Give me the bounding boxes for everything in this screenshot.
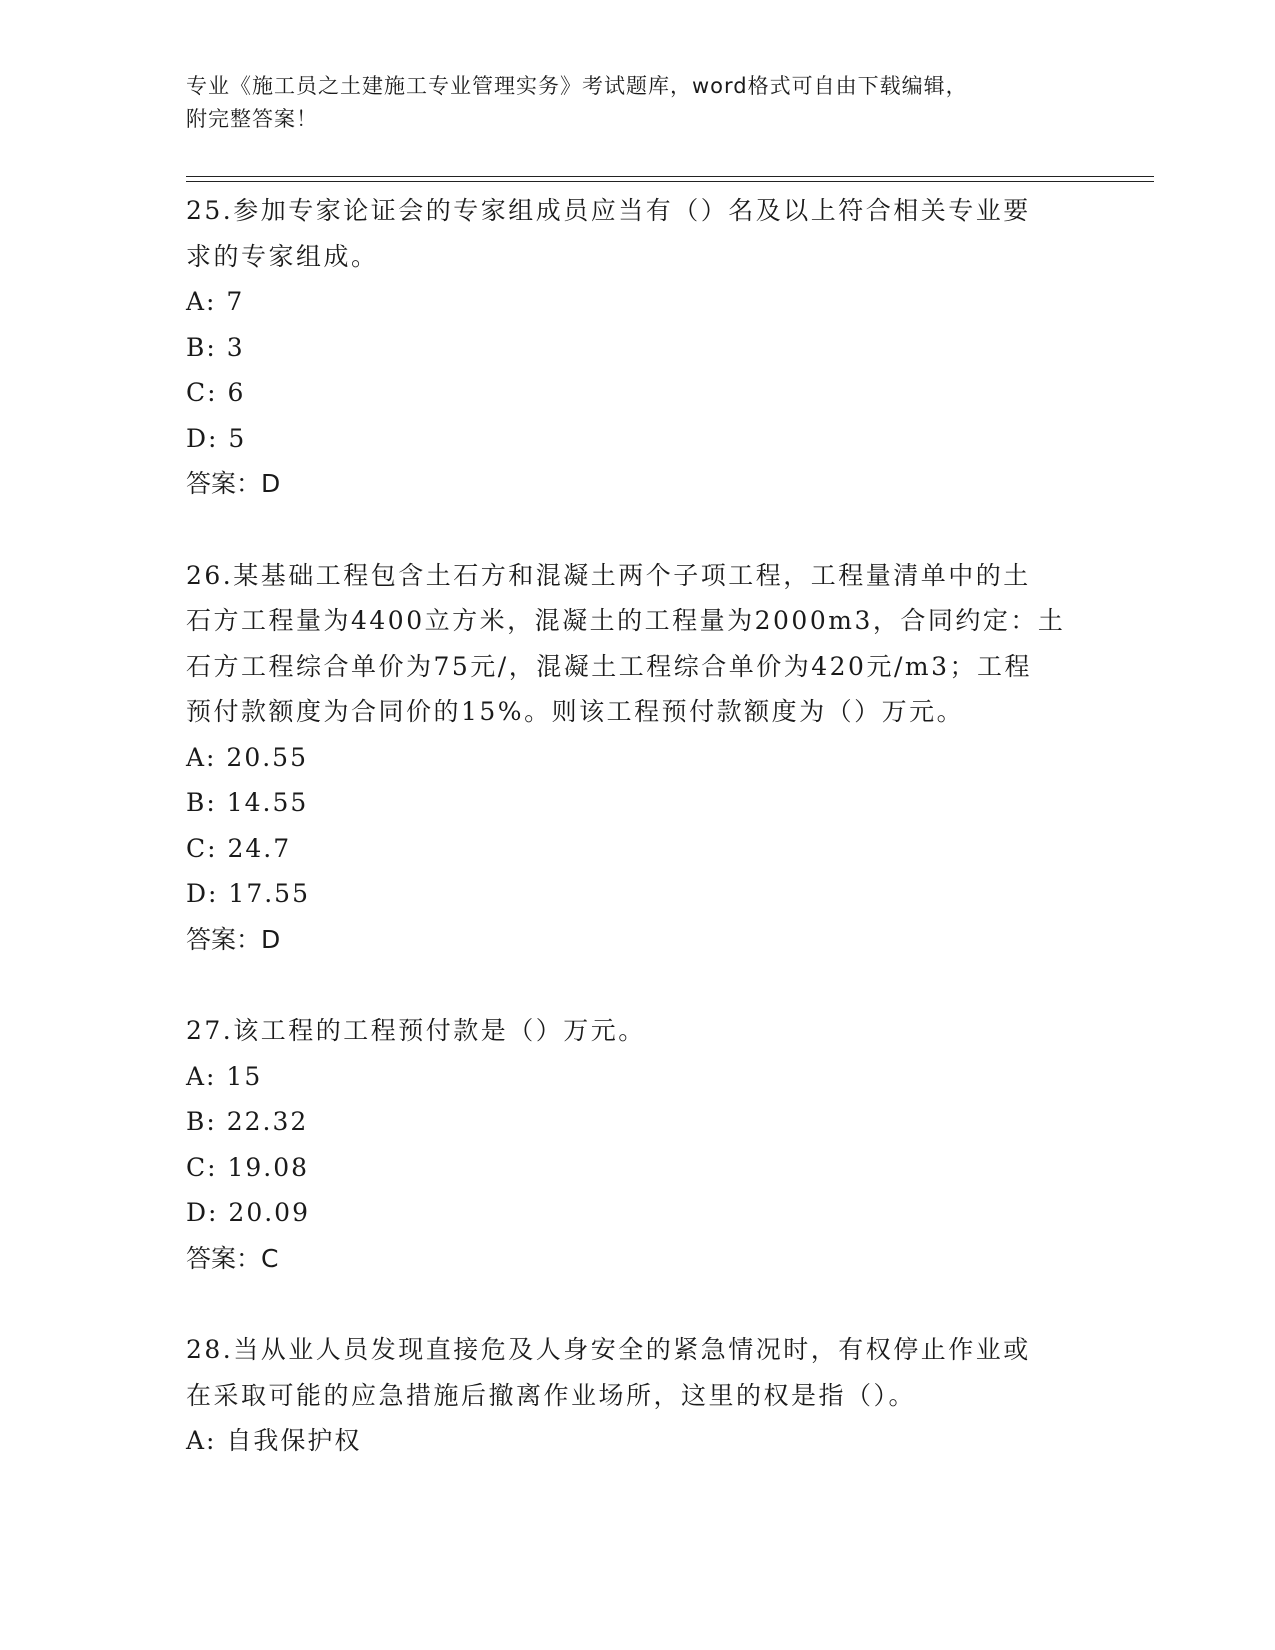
answer-line: 答案：D xyxy=(186,924,281,954)
option-d: D: 5 xyxy=(186,423,247,453)
option-d: D: 20.09 xyxy=(186,1198,310,1227)
option-d: D: 17.55 xyxy=(186,879,310,908)
option-a: A: 20.55 xyxy=(186,742,308,772)
question-27 xyxy=(186,1008,1086,1281)
answer-line: 答案：C xyxy=(186,1243,279,1273)
option-a: A: 自我保护权 xyxy=(186,1426,362,1455)
option-b: B: 3 xyxy=(186,332,245,362)
question-stem-line: 27.该工程的工程预付款是（）万元。 xyxy=(186,1016,646,1045)
option-a: A: 7 xyxy=(186,287,245,316)
option-c: C: 19.08 xyxy=(186,1152,310,1182)
header-line-2: 附完整答案！ xyxy=(186,107,318,131)
option-b: B: 14.55 xyxy=(186,788,309,817)
question-stem-line: 石方工程综合单价为75元/，混凝土工程综合单价为420元/m3；工程 xyxy=(186,651,1032,681)
question-spacer xyxy=(186,507,1086,553)
option-a: A: 15 xyxy=(186,1061,263,1091)
header-divider-top xyxy=(186,176,1154,177)
answer-line: 答案：D xyxy=(186,469,281,498)
question-stem-line: 预付款额度为合同价的15%。则该工程预付款额度为（）万元。 xyxy=(186,697,965,726)
header-line-1: 专业《施工员之土建施工专业管理实务》考试题库，word格式可自由下载编辑， xyxy=(186,74,968,98)
question-list xyxy=(186,188,1086,1464)
option-b: B: 22.32 xyxy=(186,1107,309,1136)
question-stem-line: 石方工程量为4400立方米，混凝土的工程量为2000m3，合同约定：土 xyxy=(186,606,1066,635)
option-c: C: 24.7 xyxy=(186,833,292,863)
question-stem-line: 26.某基础工程包含土石方和混凝土两个子项工程，工程量清单中的土 xyxy=(186,560,1031,590)
option-c: C: 6 xyxy=(186,378,246,407)
header-divider-bottom xyxy=(186,181,1154,182)
question-stem-line: 在采取可能的应急措施后撤离作业场所，这里的权是指（）。 xyxy=(186,1380,917,1410)
document-header xyxy=(186,70,1086,136)
question-stem-line: 28.当从业人员发现直接危及人身安全的紧急情况时，有权停止作业或 xyxy=(186,1335,1031,1364)
question-stem-line: 求的专家组成。 xyxy=(186,241,379,271)
question-spacer xyxy=(186,962,1086,1008)
question-stem-line: 25.参加专家论证会的专家组成员应当有（）名及以上符合相关专业要 xyxy=(186,196,1031,225)
question-26 xyxy=(186,553,1086,963)
question-spacer xyxy=(186,1281,1086,1327)
question-25 xyxy=(186,188,1086,507)
question-28 xyxy=(186,1327,1086,1464)
